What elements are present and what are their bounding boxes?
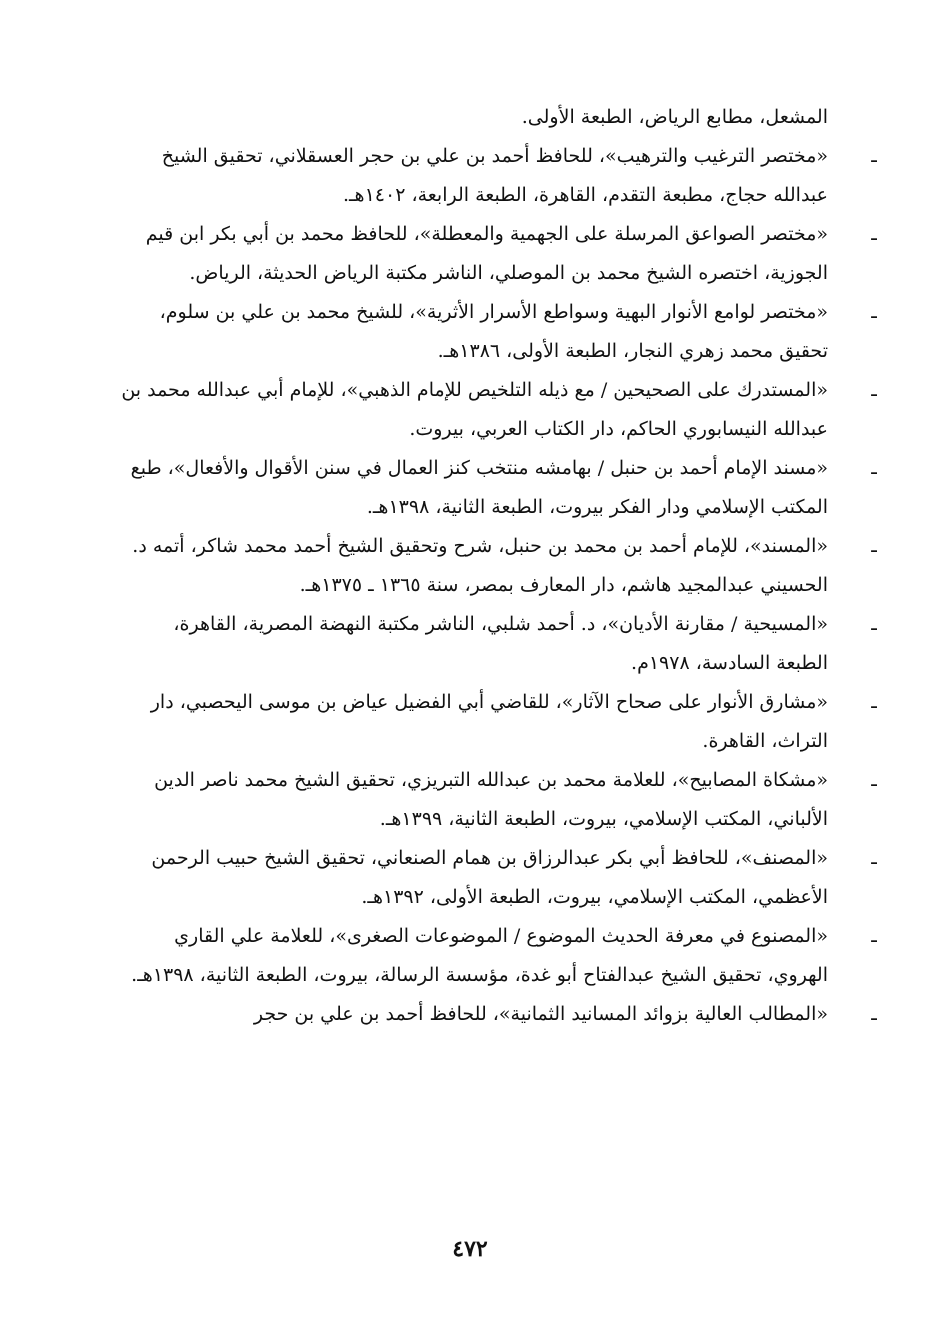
entry-dash: ـ [871, 925, 877, 947]
bibliography-entry [120, 137, 877, 215]
bibliography-entry [120, 293, 877, 371]
entry-dash: ـ [871, 691, 877, 713]
bibliography-entry [120, 839, 877, 917]
bibliography-page [120, 98, 877, 1034]
entry-dash: ـ [871, 145, 877, 167]
entry-dash: ـ [871, 379, 877, 401]
entry-text: «المصنوع في معرفة الحديث الموضوع / الموضوعات الصغرى»، للعلامة علي القاري الهروي، تحقيق الشيخ عبدالفتاح أبو غدة، مؤسسة الرسالة، بيروت، الطبعة الثانية، ١٣٩٨هـ. [131, 925, 828, 986]
entry-dash: ـ [871, 1003, 877, 1025]
entry-dash: ـ [871, 301, 877, 323]
entry-text: «مختصر الصواعق المرسلة على الجهمية والمعطلة»، للحافظ محمد بن أبي بكر ابن قيم الجوزية، اختصره الشيخ محمد بن الموصلي، الناشر مكتبة الرياض الحديثة، الرياض. [145, 223, 828, 284]
bibliography-entry [120, 683, 877, 761]
entry-text: «مشكاة المصابيح»، للعلامة محمد بن عبدالله التبريزي، تحقيق الشيخ محمد ناصر الدين الألباني، المكتب الإسلامي، بيروت، الطبعة الثانية، ١٣٩٩هـ. [154, 769, 828, 830]
bibliography-entry [120, 215, 877, 293]
entry-text: «المسيحية / مقارنة الأديان»، د. أحمد شلبي، الناشر مكتبة النهضة المصرية، القاهرة، الطبعة السادسة، ١٩٧٨م. [173, 613, 828, 674]
entry-text: «مختصر لوامع الأنوار البهية وسواطع الأسرار الأثرية»، للشيخ محمد بن علي بن سلوم، تحقيق محمد زهري النجار، الطبعة الأولى، ١٣٨٦هـ. [159, 301, 828, 362]
entry-text: «المسند»، للإمام أحمد بن محمد بن حنبل، شرح وتحقيق الشيخ أحمد محمد شاكر، أتمه د. الحسيني عبدالمجيد هاشم، دار المعارف بمصر، سنة ١٣٦٥ ـ ١٣٧٥هـ. [132, 535, 828, 596]
entry-dash: ـ [871, 847, 877, 869]
entry-dash: ـ [871, 769, 877, 791]
entry-dash: ـ [871, 613, 877, 635]
page-number: ٤٧٢ [452, 1236, 488, 1262]
bibliography-entry [120, 761, 877, 839]
bibliography-entry [120, 371, 877, 449]
bibliography-entry [120, 605, 877, 683]
entry-text: «المطالب العالية بزوائد المسانيد الثمانية»، للحافظ أحمد بن علي بن حجر [253, 1003, 828, 1025]
entry-text: «مختصر الترغيب والترهيب»، للحافظ أحمد بن علي بن حجر العسقلاني، تحقيق الشيخ عبدالله حجاج، مطبعة التقدم، القاهرة، الطبعة الرابعة، ١٤٠٢هـ. [161, 145, 828, 206]
bibliography-entry [120, 917, 877, 995]
entry-dash: ـ [871, 535, 877, 557]
entry-text: «مسند الإمام أحمد بن حنبل / بهامشه منتخب كنز العمال في سنن الأقوال والأفعال»، طبع المكتب الإسلامي ودار الفكر بيروت، الطبعة الثانية، ١٣٩٨هـ. [130, 457, 828, 518]
entry-dash: ـ [871, 223, 877, 245]
entry-text: «المستدرك على الصحيحين / مع ذيله التلخيص للإمام الذهبي»، للإمام أبي عبدالله محمد بن عبدالله النيسابوري الحاكم، دار الكتاب العربي، بيروت. [121, 379, 828, 440]
entry-text: «مشارق الأنوار على صحاح الآثار»، للقاضي أبي الفضيل عياض بن موسى اليحصبي، دار التراث، القاهرة. [150, 691, 828, 752]
entry-dash: ـ [871, 457, 877, 479]
bibliography-entry [120, 527, 877, 605]
entry-text: «المصنف»، للحافظ أبي بكر عبدالرزاق بن همام الصنعاني، تحقيق الشيخ حبيب الرحمن الأعظمي، المكتب الإسلامي، بيروت، الطبعة الأولى، ١٣٩٢هـ. [151, 847, 828, 908]
bibliography-entry [120, 449, 877, 527]
continuation-line: المشعل، مطابع الرياض، الطبعة الأولى. [521, 106, 828, 128]
bibliography-entry [120, 995, 877, 1034]
